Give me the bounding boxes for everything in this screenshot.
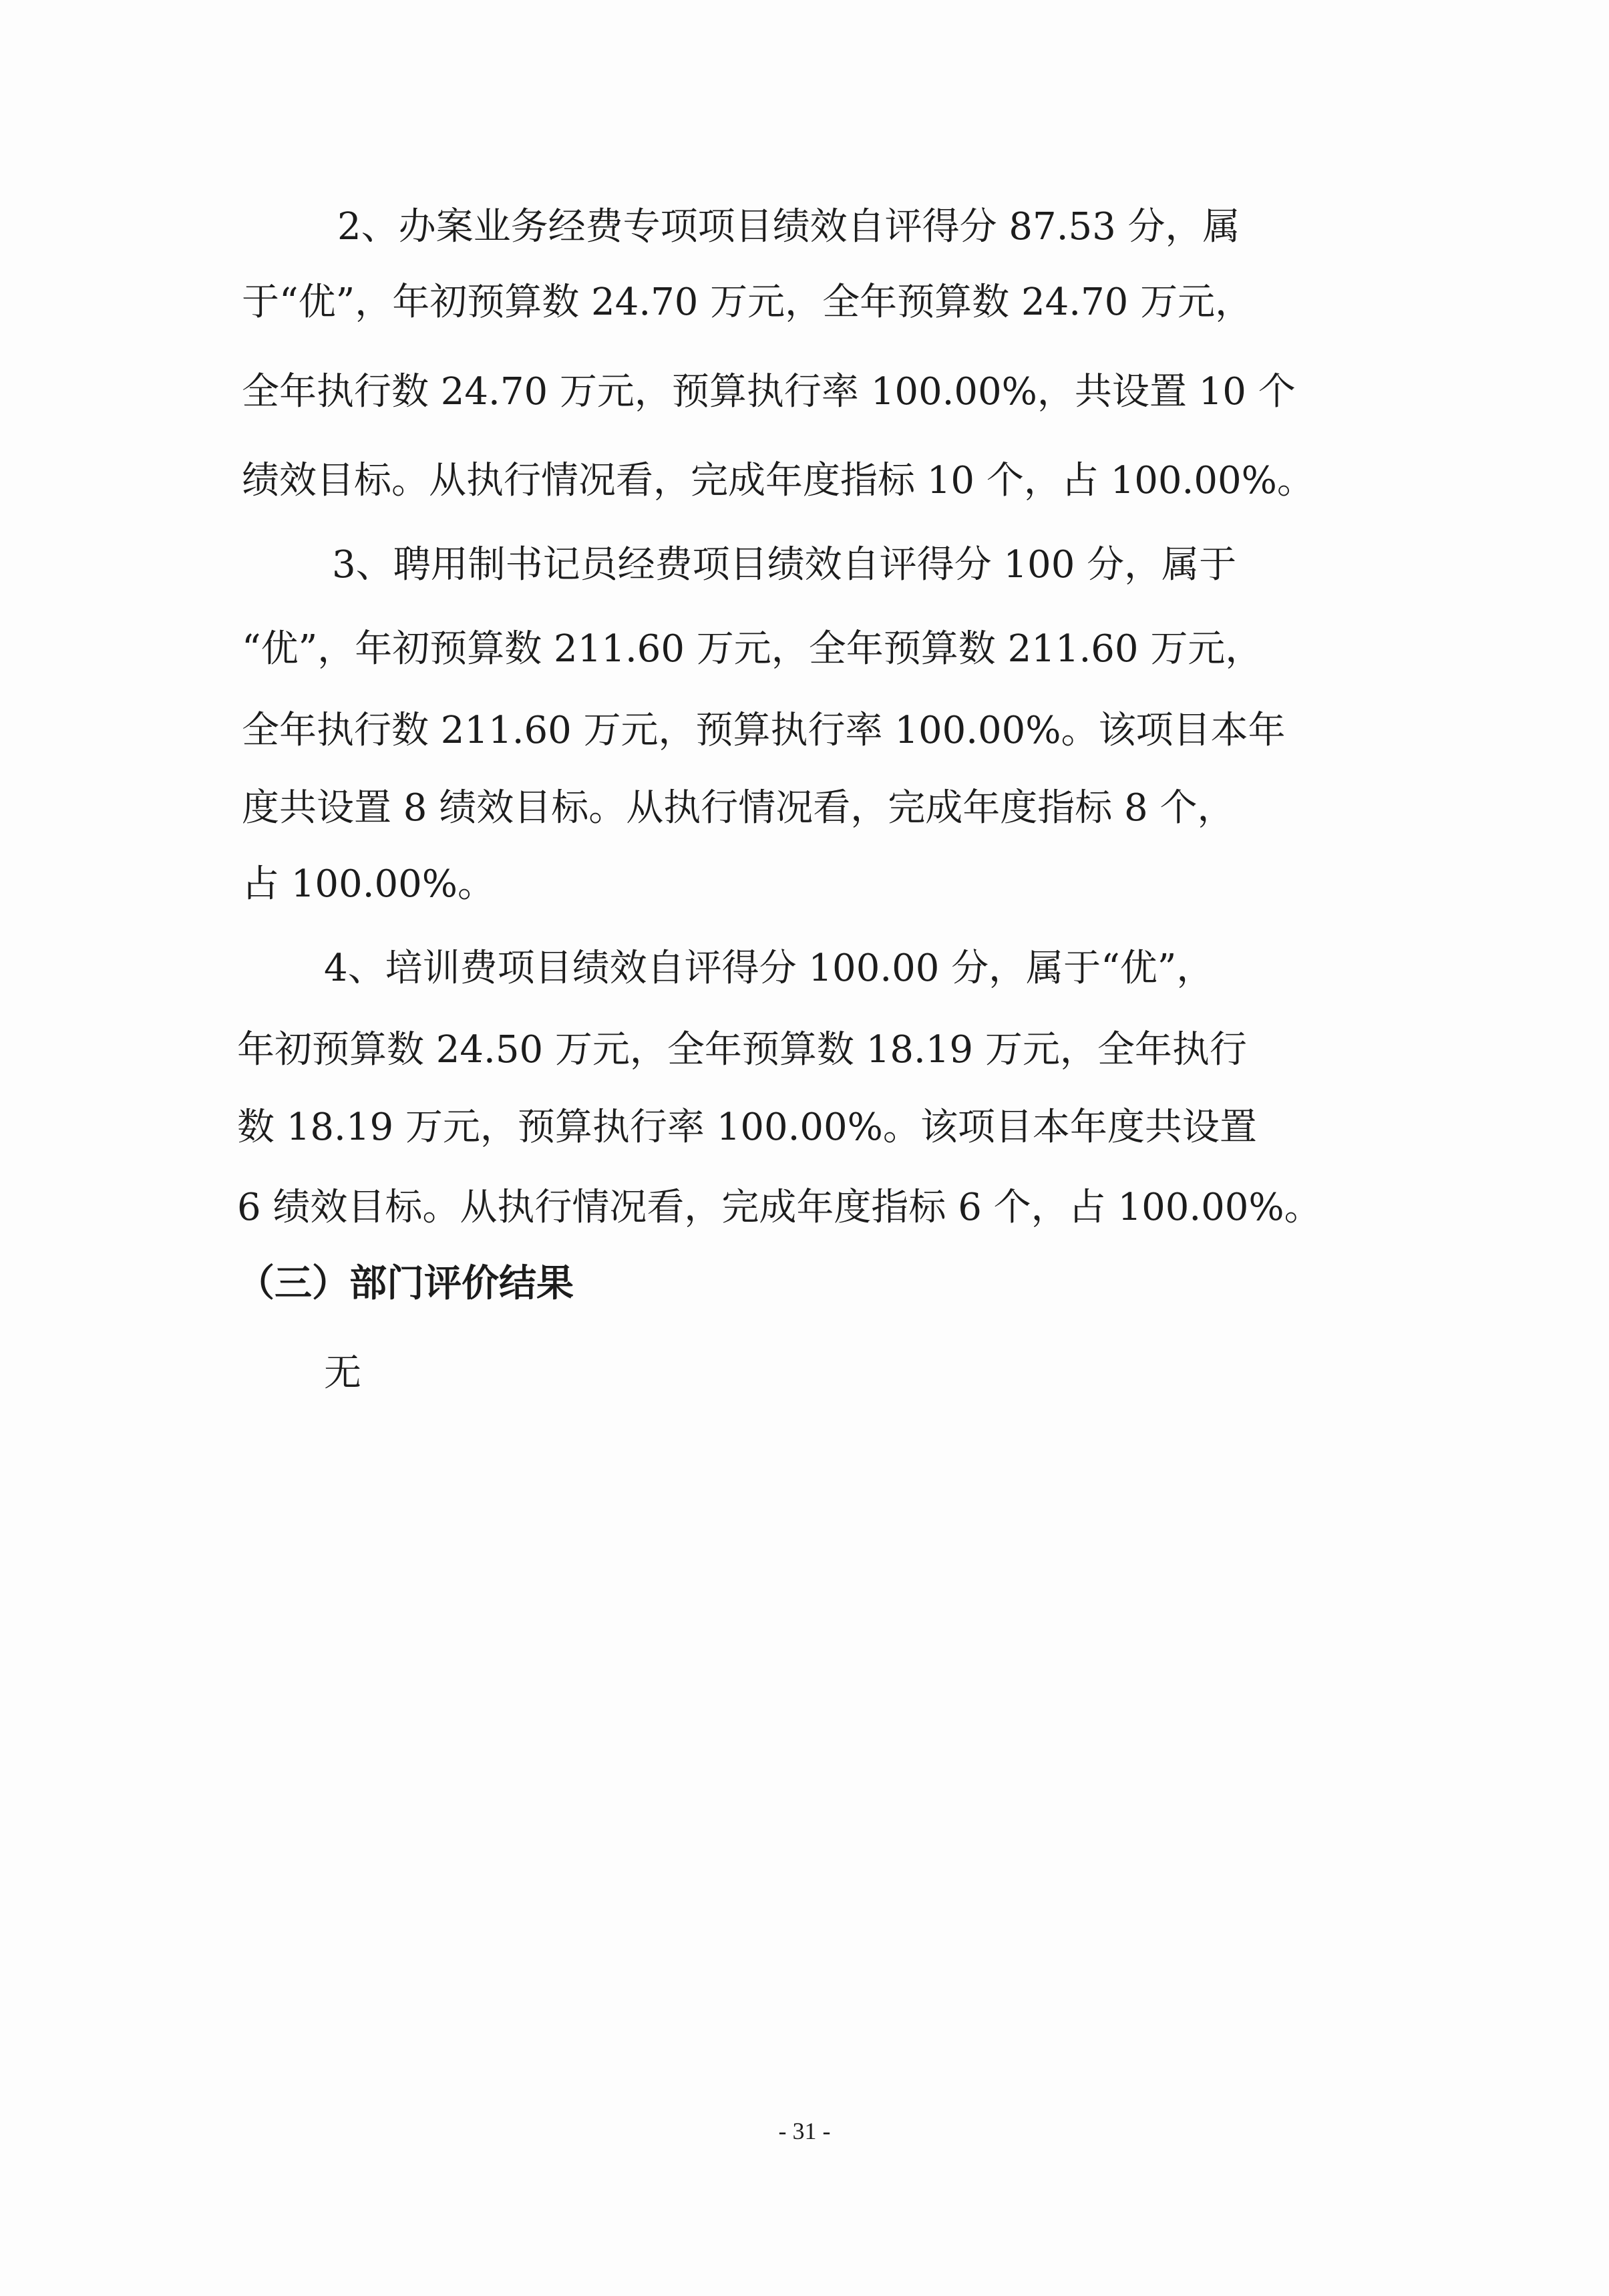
paragraph-3-line-1: 3、聘用制书记员经费项目绩效自评得分 100 分，属于 (332, 543, 1237, 587)
paragraph-2-line-1: 2、办案业务经费专项项目绩效自评得分 87.53 分，属 (337, 205, 1240, 249)
page-number: - 31 - (778, 2118, 831, 2144)
paragraph-3-line-4: 度共设置 8 绩效目标。从执行情况看，完成年度指标 8 个， (242, 786, 1235, 830)
paragraph-2-line-2: 于“优”，年初预算数 24.70 万元，全年预算数 24.70 万元， (242, 281, 1253, 324)
paragraph-2-line-4: 绩效目标。从执行情况看，完成年度指标 10 个，占 100.00%。 (242, 459, 1314, 502)
paragraph-3-line-2: “优”，年初预算数 211.60 万元，全年预算数 211.60 万元， (242, 627, 1263, 671)
paragraph-3-line-5: 占 100.00%。 (242, 862, 495, 906)
paragraph-4-line-3: 数 18.19 万元，预算执行率 100.00%。该项目本年度共设置 (237, 1106, 1257, 1149)
section-heading: （三）部门评价结果 (237, 1262, 574, 1305)
paragraph-4-line-1: 4、培训费项目绩效自评得分 100.00 分，属于“优”， (324, 947, 1214, 990)
paragraph-2-line-3: 全年执行数 24.70 万元，预算执行率 100.00%，共设置 10 个 (242, 370, 1296, 414)
paragraph-4-line-4: 6 绩效目标。从执行情况看，完成年度指标 6 个，占 100.00%。 (237, 1186, 1322, 1229)
paragraph-4-line-2: 年初预算数 24.50 万元，全年预算数 18.19 万元，全年执行 (237, 1028, 1247, 1072)
paragraph-3-line-3: 全年执行数 211.60 万元，预算执行率 100.00%。该项目本年 (242, 709, 1286, 752)
section-body: 无 (324, 1351, 361, 1395)
